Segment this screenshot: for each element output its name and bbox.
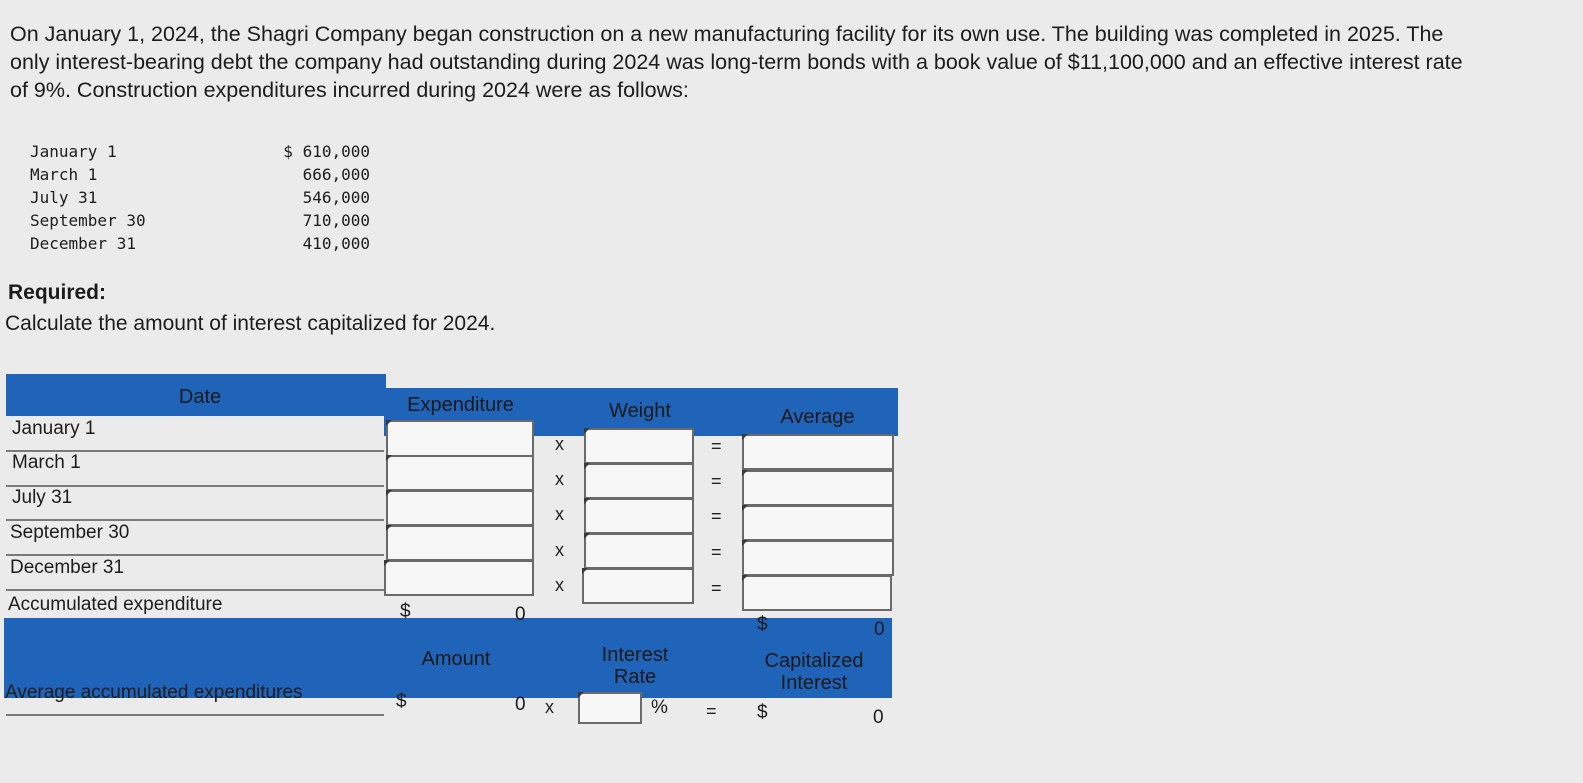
equals-sign: = <box>711 436 722 456</box>
weight-input-march-1[interactable] <box>584 463 694 499</box>
percent-sign: % <box>651 697 668 718</box>
average-total: 0 <box>874 619 885 640</box>
header-date: Date <box>178 386 222 408</box>
equals-sign: = <box>706 701 717 721</box>
expenditure-amount: $ 610,000 <box>283 142 370 161</box>
row-label-average-accumulated-expenditures: Average accumulated expenditures <box>5 682 303 703</box>
equals-sign: = <box>711 578 722 598</box>
currency-sign: $ <box>757 702 768 723</box>
problem-intro: On January 1, 2024, the Shagri Company began construction on a new manufacturing facility for its own use. The building was completed in 2025. The only interest-bearing debt the company had outstanding during 2024 was long-term bonds with a book value of $11,100,000 and an effective interest rate of 9%. Construction expenditures incurred during 2024 were as follows: <box>10 22 1463 102</box>
equals-sign: = <box>711 542 722 562</box>
expenditure-input-july-31[interactable] <box>386 490 534 526</box>
average-accumulated-amount: 0 <box>515 694 526 715</box>
instruction-text: Calculate the amount of interest capitalized for 2024. <box>5 312 496 335</box>
row-label-december-31: December 31 <box>10 557 125 578</box>
required-label: Required: <box>8 281 107 304</box>
currency-sign: $ <box>757 614 768 635</box>
average-input-december-31[interactable] <box>742 575 892 611</box>
expenditure-input-january-1[interactable] <box>386 420 534 458</box>
header-expenditure: Expenditure <box>407 394 514 416</box>
row-label-accumulated-expenditure: Accumulated expenditure <box>8 594 223 615</box>
expenditure-date: December 31 <box>30 234 136 253</box>
expenditure-amount: 710,000 <box>302 211 370 230</box>
row-label-september-30: September 30 <box>10 522 130 543</box>
average-input-january-1[interactable] <box>742 434 894 470</box>
header-capitalized-interest: Capitalized Interest <box>764 650 864 694</box>
accumulated-expenditure-total: 0 <box>515 604 526 625</box>
row-label-july-31: July 31 <box>12 487 73 508</box>
expenditure-input-march-1[interactable] <box>386 455 534 491</box>
currency-sign: $ <box>396 691 407 712</box>
expenditure-input-september-30[interactable] <box>386 525 534 561</box>
weight-input-september-30[interactable] <box>584 533 694 569</box>
header-weight: Weight <box>609 400 671 422</box>
header-interest-rate: Interest Rate <box>601 644 669 688</box>
expenditure-date: January 1 <box>30 142 117 161</box>
average-input-july-31[interactable] <box>742 505 894 541</box>
times-sign: x <box>555 504 564 524</box>
average-input-march-1[interactable] <box>742 470 894 506</box>
expenditure-date: March 1 <box>30 165 98 184</box>
expenditure-date: September 30 <box>30 211 146 230</box>
weight-input-july-31[interactable] <box>584 498 694 534</box>
interest-rate-input[interactable] <box>578 692 642 724</box>
times-sign: x <box>555 575 564 595</box>
row-label-january-1: January 1 <box>12 418 96 439</box>
weight-input-january-1[interactable] <box>584 428 694 464</box>
expenditure-input-december-31[interactable] <box>384 560 534 596</box>
header-average: Average <box>780 406 855 428</box>
weight-input-december-31[interactable] <box>582 568 694 604</box>
header-amount: Amount <box>421 648 491 670</box>
times-sign: x <box>545 697 554 717</box>
times-sign: x <box>555 540 564 560</box>
equals-sign: = <box>711 471 722 491</box>
average-input-september-30[interactable] <box>742 540 894 576</box>
capitalized-interest-total: 0 <box>873 707 884 728</box>
equals-sign: = <box>711 506 722 526</box>
expenditure-amount: 410,000 <box>302 234 370 253</box>
expenditure-amount: 666,000 <box>302 165 370 184</box>
expenditure-amount: 546,000 <box>302 188 370 207</box>
times-sign: x <box>555 434 564 454</box>
currency-sign: $ <box>400 601 411 622</box>
expenditure-date: July 31 <box>30 188 98 207</box>
row-label-march-1: March 1 <box>12 452 81 473</box>
times-sign: x <box>555 469 564 489</box>
